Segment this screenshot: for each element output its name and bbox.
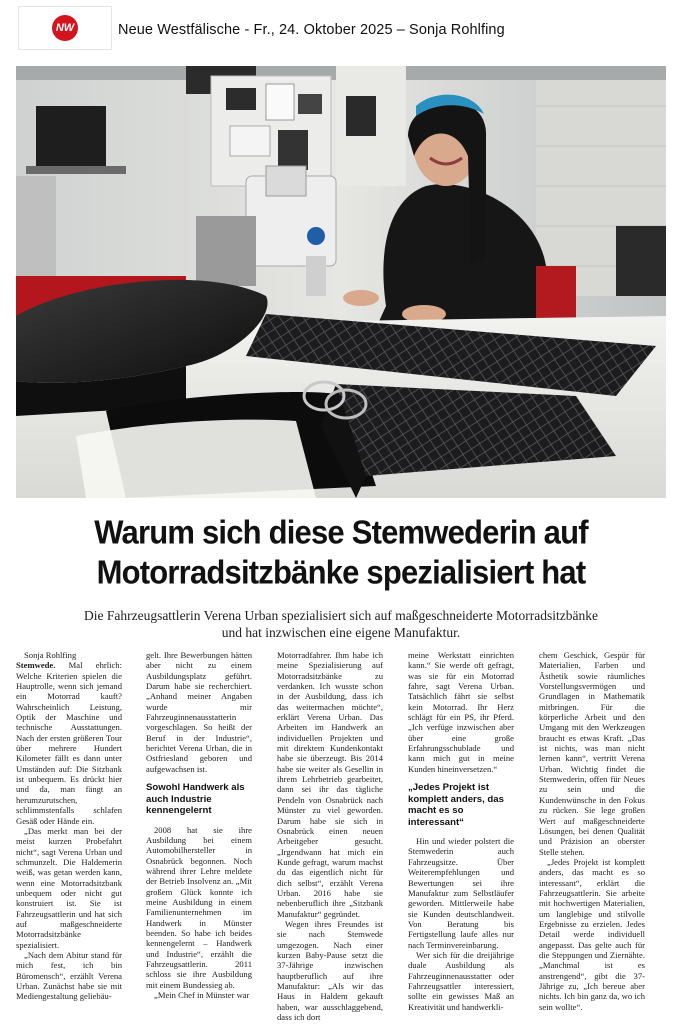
paragraph: Motorradfahrer. Ihm habe ich meine Spezialisierung auf Motorradsitzbänke zu verdanken. Ich wusste schon in der Ausbildung, dass ich das weitermachen möchte“, erklärt Verena Urban. Das Arbeiten im Handwerk an individuellen Projekten und mit direktem Kundenkontakt habe sie überzeugt. Bis 2014 habe sie weiter als Gesellin in ihrem Lehrbetrieb gearbeitet, dann sei ihr das tägliche Pendeln von Osnabrück nach Münster zu viel geworden. Darum habe sie sich in Osnabrück einen neuen Arbeitgeber gesucht. „Irgendwann hat mich ein Kunde gefragt, warum machst du das eigentlich nicht für dich selbst“, erzählt Verena Urban. 2016 habe sie nebenberuflich ihre „Sitzbank Manufaktur“ gegründet.: [277, 650, 383, 919]
nw-logo-icon: NW: [52, 15, 78, 41]
paragraph-text: Mal ehrlich: Welche Kriterien spielen die Hauptrolle, wenn sich jemand ein Motorrad kauft? Wahrscheinlich Leistung, Optik der Maschine und technische Ausstattungen. Nach der ersten größeren Tour über mehrere Hundert Kilometer fällt es dann unter Umständen auf: Die Sitzbank ist unbequem. Es drückt hier und da, man fängt an herumzurutschen, schlimmstenfalls schlafen Gesäß oder Hände ein.: [16, 660, 122, 826]
article-column-1: [16, 650, 122, 1002]
article-column-5: [539, 650, 645, 1012]
paragraph: 2008 hat sie ihre Ausbildung bei einem Automobilhersteller in Osnabrück begonnen. Noch während ihrer Lehre meldete der Betrieb Insolvenz an. „Mit großem Glück konnte ich meine Ausbildung in einem Familienunternehmen im Handwerk in Münster beenden. So habe ich beides kennengelernt – Handwerk und Industrie“, erzählt die Fahrzeugsattlerin. 2011 schloss sie ihre Ausbildung mit einem Bundessieg ab.: [146, 824, 252, 990]
article-subheadline: [30, 607, 652, 641]
article-headline: [16, 512, 666, 592]
headline-line-1: Warum sich diese Stemwederin auf: [94, 513, 588, 551]
paragraph: „Nach dem Abitur stand für mich fest, ich bin Büromensch“, erzählt Verena Urban. Zunächst habe sie mit Mediengestaltung geliebäu-: [16, 949, 122, 1002]
subheading: „Jedes Projekt ist komplett anders, das macht es so interessant“: [408, 782, 504, 828]
paragraph: „Das merkt man bei der meist kurzen Probefahrt nicht“, sagt Verena Urban und schmunzelt. Die Haldemerin weiß, was getan werden kann, wenn eine Motorradsitzbank unbequem oder nicht gut konstruiert ist. Sie ist Fahrzeugsattlerin und hat sich auf maßgeschneiderte Motorradsitzbänke spezialisiert.: [16, 825, 122, 950]
article-photo: [16, 66, 666, 498]
paragraph: [16, 660, 122, 826]
author-byline: Sonja Rohlfing: [24, 650, 77, 660]
paragraph: Hin und wieder polstert die Stemwederin auch Fahrzeugsitze. Über Weiterempfehlungen und Bewertungen sei ihre Manufaktur zum Selbstläufer geworden. Mittlerweile habe sie Kunden deutschlandweit. Von Beratung bis Fertigstellung laufe alles nur nach Terminvereinbarung.: [408, 836, 514, 950]
paragraph: „Mein Chef in Münster war: [154, 990, 250, 1001]
subhead-line-1: Die Fahrzeugsattlerin Verena Urban spezialisiert sich auf maßgeschneiderte Motorradsitzbänke: [83, 608, 599, 623]
article-column-2: [146, 650, 252, 1000]
article-column-3: [277, 650, 383, 1022]
paragraph: chem Geschick, Gespür für Materialien, Farben und Ästhetik sowie räumliches Vorstellungsvermögen und Grundlagen in Mathematik mitbringen. Für die körperliche Arbeit und den Umgang mit den Werkzeugen braucht es etwas Kraft. „Das ist nichts, was man nicht lernen kann“, vertritt Verena Urban. Wichtig findet die Stemwederin, offen für Neues zu sein und die Kundenwünsche in den Fokus zu rücken. Sie lege großen Wert auf maßgeschneiderte Lösungen, bei denen Qualität und Präzision an oberster Stelle stehen.: [539, 650, 645, 857]
dateline: Stemwede.: [16, 660, 56, 671]
paragraph: meine Werkstatt einrichten kann.“ Sie werde oft gefragt, was sie für ein Motorrad fahre, sagt Verena Urban. Tatsächlich fährt sie selbst kein Motorrad. Ihr Herz schlägt für ein PS, ihr Pferd. „Ich verfüge inzwischen aber über eine große Erfahrungsschublade und kann mich gut in meine Kunden hineinversetzen.“: [408, 650, 514, 774]
paragraph: Wer sich für die dreijährige duale Ausbildung als Fahrzeuginnenausstatter oder Fahrzeugsattler interessiert, sollte ein gewisses Maß an Kreativität und handwerkli-: [408, 949, 514, 1012]
publication-line: Neue Westfälische - Fr., 24. Oktober 2025 – Sonja Rohlfing: [118, 22, 505, 38]
headline-line-2: Motorradsitzbänke spezialisiert hat: [96, 553, 586, 591]
subhead-line-2: und hat inzwischen eine eigene Manufaktur.: [221, 625, 461, 640]
paragraph: Wegen ihres Freundes ist sie nach Stemwede umgezogen. Nach einer kurzen Baby-Pause setzt die 37-Jährige inzwischen hauptberuflich auf ihre Manufaktur: „Als wir das Haus in Haldem gekauft haben, war ausschlaggebend, dass ich dort: [277, 918, 383, 1023]
photo-seamstress-at-sewing-machine: [16, 66, 666, 498]
paragraph: gelt. Ihre Bewerbungen hätten aber nicht zu einem Ausbildungsplatz geführt. Darum habe sie recherchiert. „Anhand meiner Angaben wurde mir Fahrzeuginnenausstatterin vorgeschlagen. So heißt der Beruf in der Industrie“, berichtet Verena Urban, die in Ostfriesland geboren und aufgewachsen ist.: [146, 650, 252, 774]
newspaper-logo: [18, 6, 112, 50]
article-column-4: [408, 650, 514, 1012]
subheading: Sowohl Handwerk als auch Industrie kennengelernt: [146, 782, 245, 817]
paragraph: „Jedes Projekt ist komplett anders, das macht es so interessant“, erklärt die Fahrzeugsattlerin. Sie arbeite mit hochwertigen Materialien, um langlebige und stilvolle Ergebnisse zu erzielen. Jedes Detail werde individuell angepasst. Das gelte auch für die Steppungen und Ziernähte. „Manchmal ist es anstrengend“, gibt die 37-Jährige zu, „Ich bereue aber nichts. Ich bin ganz da, wo ich sein wollte“.: [539, 856, 645, 1012]
